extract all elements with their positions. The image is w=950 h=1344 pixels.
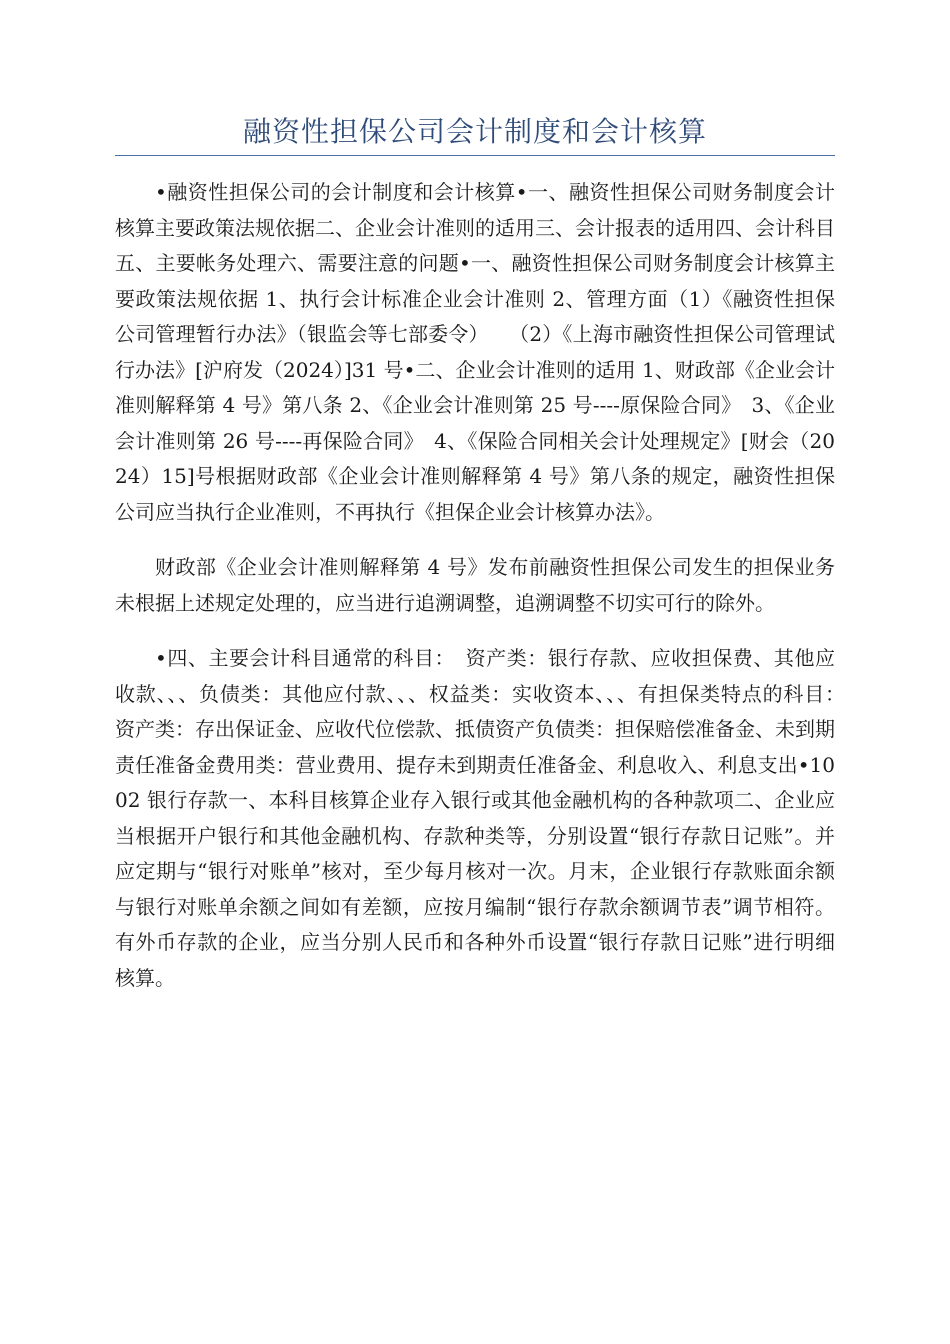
document-title: 融资性担保公司会计制度和会计核算 — [242, 115, 707, 148]
title-underline — [115, 155, 835, 156]
paragraph-1: •融资性担保公司的会计制度和会计核算•一、融资性担保公司财务制度会计核算主要政策法规依据二、企业会计准则的适用三、会计报表的适用四、会计科目五、主要帐务处理六、需要注意的问题•一、融资性担保公司财务制度会计核算主要政策法规依据 1、执行会计标准企业会计准则 2、管理方面（1）《融资性担保公司管理暂行办法》（银监会等七部委令） （2）《上海市融资性担保公司管理试行办法》[沪府发（2024）]31 号•二、企业会计准则的适用 1、财政部《企业会计准则解释第 4 号》第八条 2、《企业会计准则第 25 号----原保险合同》 3、《企业会计准则第 26 号----再保险合同》 4、《保险合同相关会计处理规定》[财会（2024）15]号根据财政部《企业会计准则解释第 4 号》第八条的规定，融资性担保公司应当执行企业准则，不再执行《担保企业会计核算办法》。 — [115, 180, 835, 524]
paragraph-2: 财政部《企业会计准则解释第 4 号》发布前融资性担保公司发生的担保业务未根据上述规定处理的，应当进行追溯调整，追溯调整不切实可行的除外。 — [115, 555, 835, 615]
document-body — [115, 175, 855, 1016]
paragraph-3: •四、主要会计科目通常的科目： 资产类：银行存款、应收担保费、其他应收款、、、负债类：其他应付款、、、权益类：实收资本、、、有担保类特点的科目： 资产类：存出保证金、应收代位偿款、抵债资产负债类：担保赔偿准备金、未到期责任准备金费用类：营业费用、提存未到期责任准备金、利息收入、利息支出•1002 银行存款一、本科目核算企业存入银行或其他金融机构的各种款项二、企业应当根据开户银行和其他金融机构、存款种类等，分别设置“银行存款日记账”。并应定期与“银行对账单”核对，至少每月核对一次。月末，企业银行存款账面余额与银行对账单余额之间如有差额，应按月编制“银行存款余额调节表”调节相符。有外币存款的企业，应当分别人民币和各种外币设置“银行存款日记账”进行明细核算。 — [115, 646, 855, 990]
